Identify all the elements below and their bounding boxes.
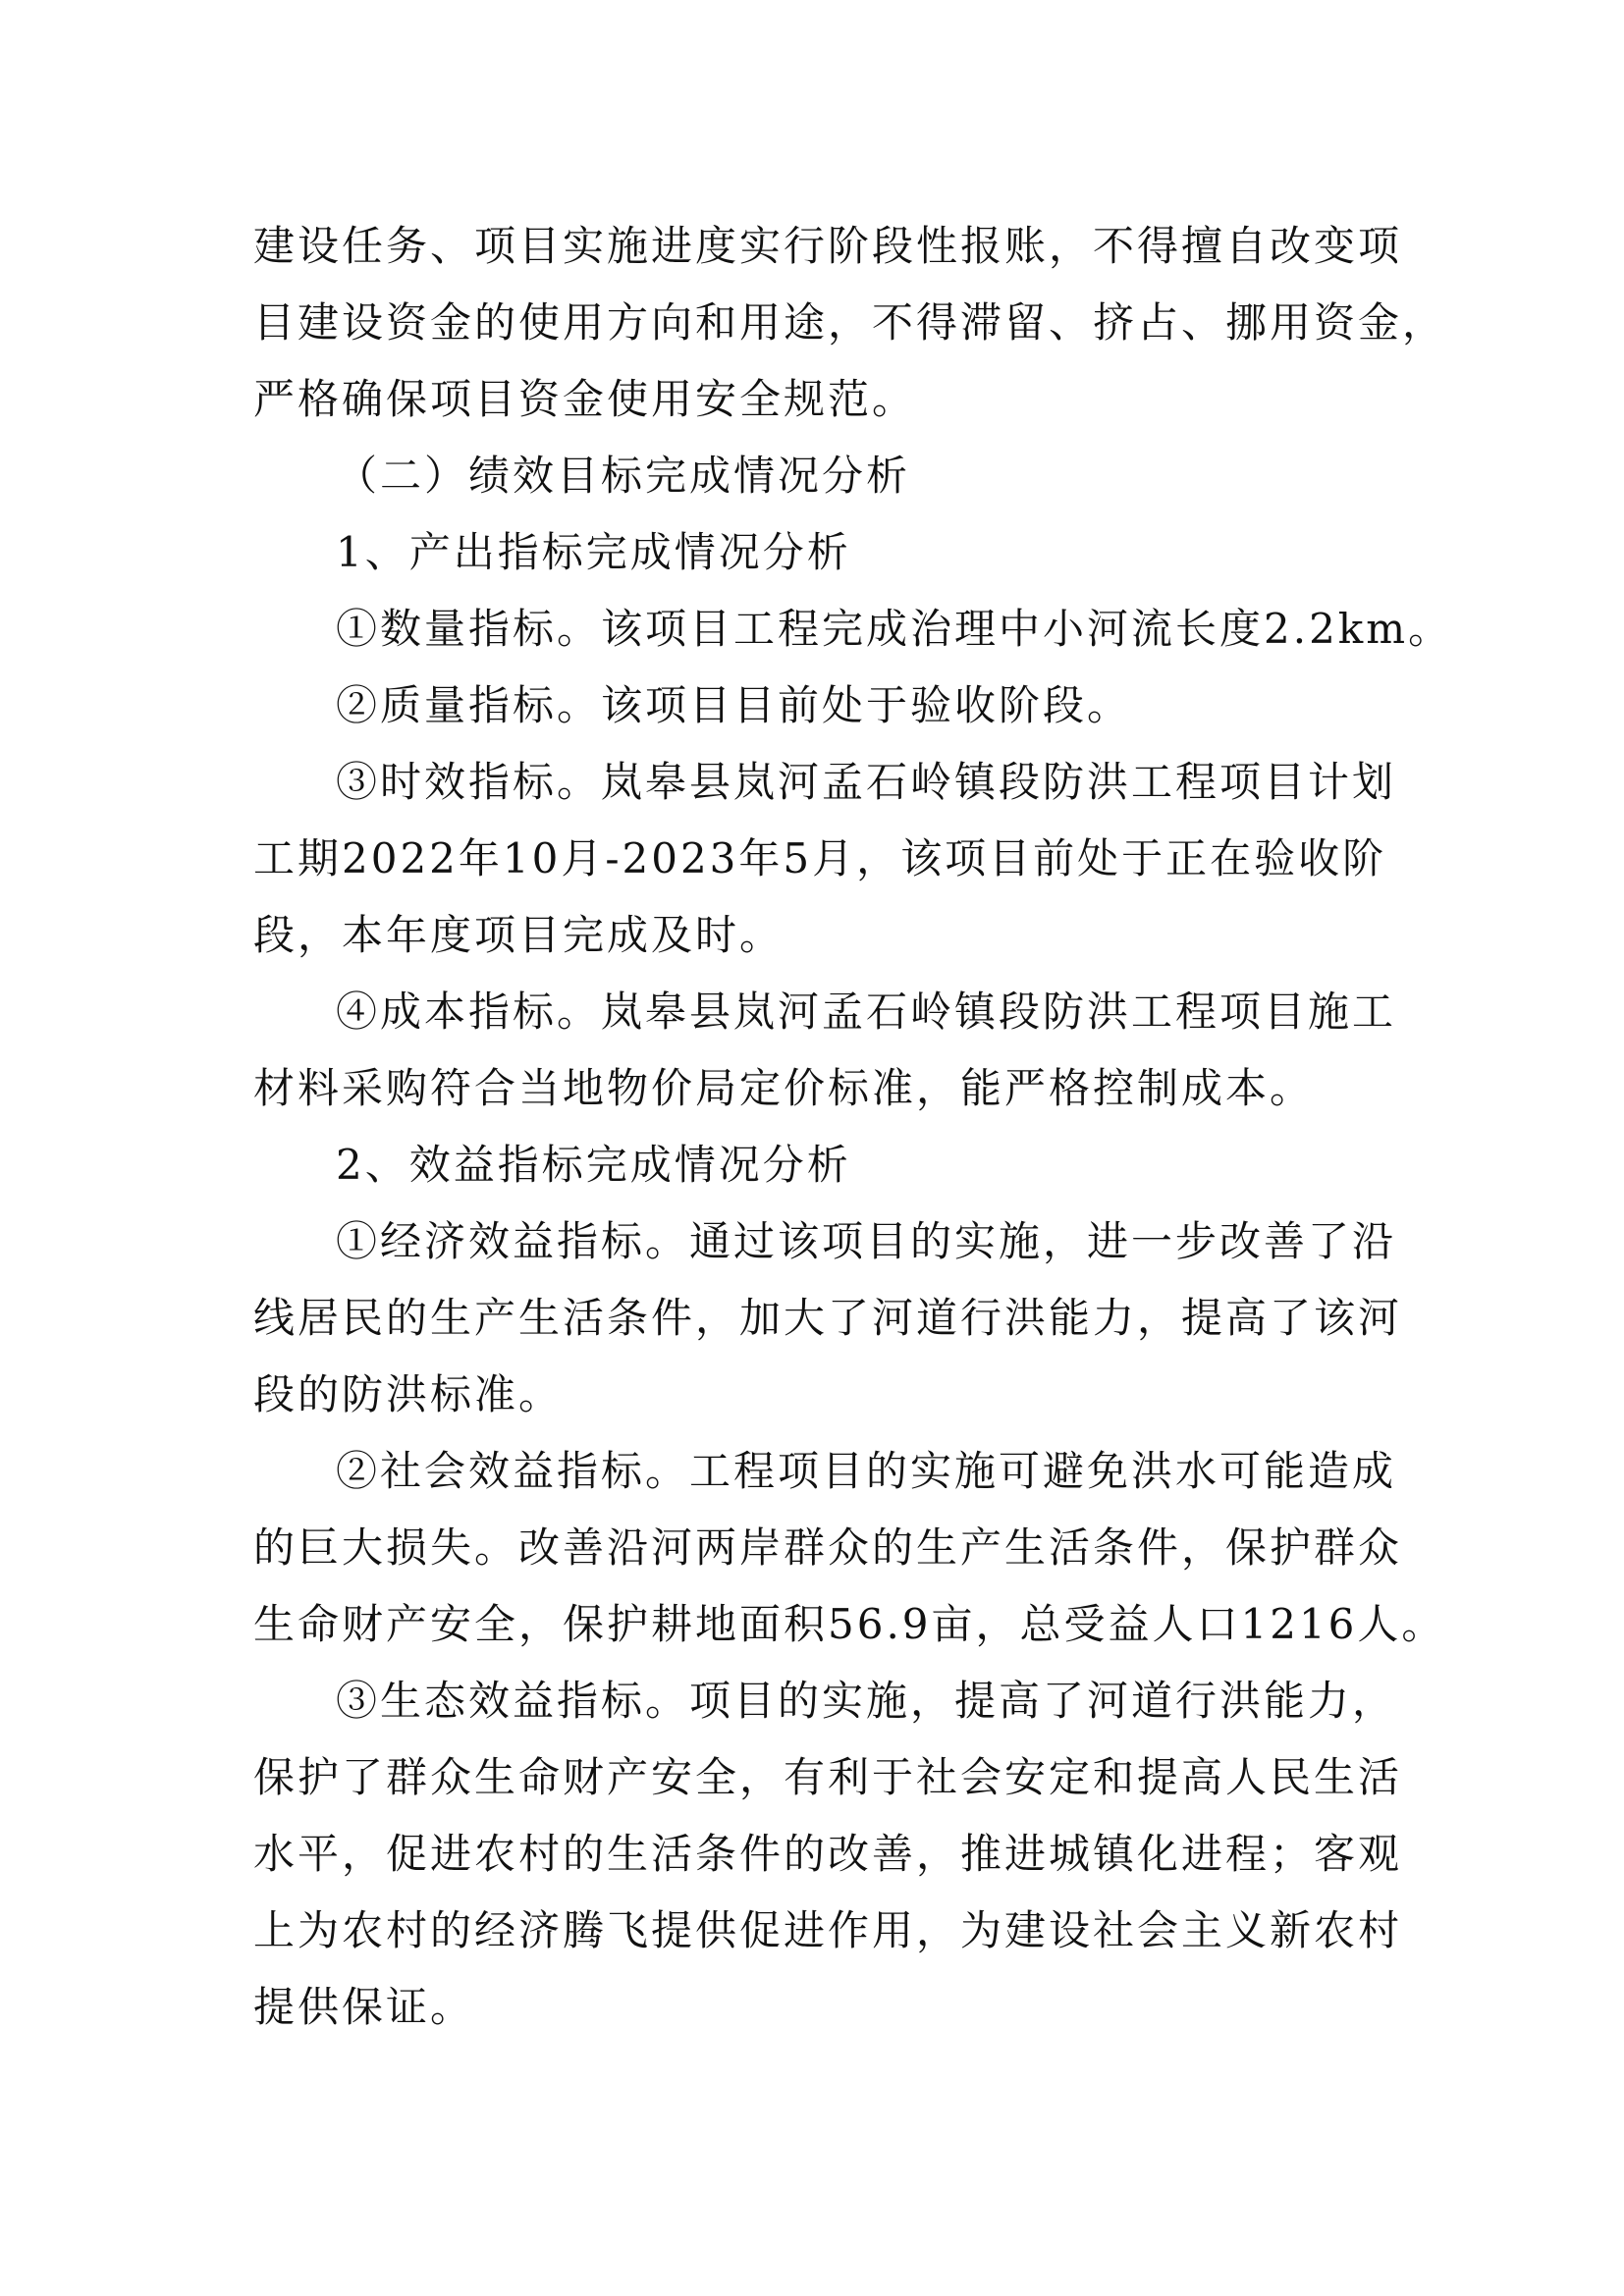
paragraph-line: ②社会效益指标。工程项目的实施可避免洪水可能造成 <box>336 1447 1397 1495</box>
paragraph-line: ①数量指标。该项目工程完成治理中小河流长度2.2km。 <box>336 605 1453 653</box>
paragraph-line: 材料采购符合当地物价局定价标准，能严格控制成本。 <box>253 1064 1315 1112</box>
paragraph-line: 水平，促进农村的生活条件的改善，推进城镇化进程；客观 <box>253 1830 1403 1878</box>
paragraph-line: 生命财产安全，保护耕地面积56.9亩，总受益人口1216人。 <box>253 1600 1446 1648</box>
paragraph-line: ③生态效益指标。项目的实施，提高了河道行洪能力， <box>336 1677 1397 1725</box>
paragraph-line: 保护了群众生命财产安全，有利于社会安定和提高人民生活 <box>253 1753 1403 1801</box>
section-heading: （二）绩效目标完成情况分析 <box>336 452 911 500</box>
paragraph-line: 段，本年度项目完成及时。 <box>253 911 785 959</box>
subsection-heading: 1、产出指标完成情况分析 <box>336 528 851 576</box>
document-body <box>253 208 1453 2046</box>
paragraph-line: 上为农村的经济腾飞提供促进作用，为建设社会主义新农村 <box>253 1906 1403 1954</box>
paragraph-line: 目建设资金的使用方向和用途，不得滞留、挤占、挪用资金， <box>253 298 1447 347</box>
paragraph-line: ①经济效益指标。通过该项目的实施，进一步改善了沿 <box>336 1217 1397 1265</box>
paragraph-line: 严格确保项目资金使用安全规范。 <box>253 375 917 423</box>
paragraph-line: 建设任务、项目实施进度实行阶段性报账，不得擅自改变项 <box>253 222 1403 270</box>
subsection-heading: 2、效益指标完成情况分析 <box>336 1141 851 1189</box>
paragraph-line: ③时效指标。岚皋县岚河孟石岭镇段防洪工程项目计划 <box>336 758 1397 806</box>
paragraph-line: 段的防洪标准。 <box>253 1370 564 1418</box>
paragraph-line: ②质量指标。该项目目前处于验收阶段。 <box>336 681 1132 729</box>
paragraph-line: 线居民的生产生活条件，加大了河道行洪能力，提高了该河 <box>253 1294 1403 1342</box>
paragraph-line: ④成本指标。岚皋县岚河孟石岭镇段防洪工程项目施工 <box>336 988 1397 1036</box>
paragraph-line: 工期2022年10月-2023年5月，该项目前处于正在验收阶 <box>253 834 1387 882</box>
paragraph-line: 的巨大损失。改善沿河两岸群众的生产生活条件，保护群众 <box>253 1523 1403 1572</box>
paragraph-line: 提供保证。 <box>253 1983 475 2031</box>
